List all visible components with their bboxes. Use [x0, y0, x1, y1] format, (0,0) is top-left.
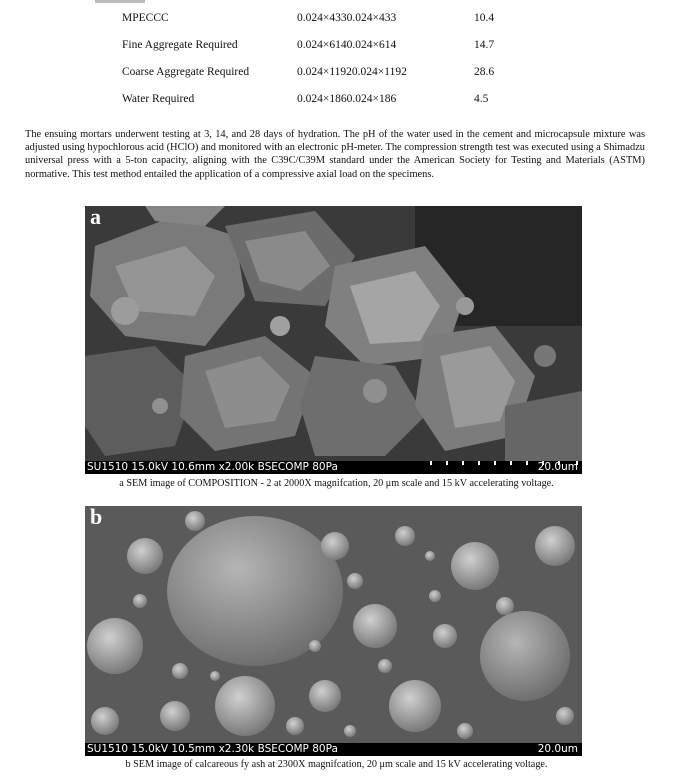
row-label: Coarse Aggregate Required: [122, 66, 250, 78]
row-calculation: 0.024×1860.024×186: [297, 93, 397, 105]
row-value: 4.5: [474, 93, 489, 105]
sem-image-a: [85, 206, 582, 461]
sem-info-bar-a: [85, 461, 582, 474]
row-calculation: 0.024×6140.024×614: [297, 39, 397, 51]
figure-letter-a: a: [90, 206, 101, 229]
figure-caption-b: b SEM image of calcareous fy ash at 2300X magnifcation, 20 μm scale and 15 kV accelerating voltage.: [125, 759, 548, 770]
table-row: [0, 12, 673, 32]
row-value: 28.6: [474, 66, 495, 78]
table-row: [0, 93, 673, 113]
row-label: Water Required: [122, 93, 195, 105]
sem-figure-a: [85, 206, 582, 474]
scale-label-a: 20.0um: [537, 461, 578, 473]
sem-info-bar-b: [85, 743, 582, 756]
figure-letter-b: b: [90, 506, 103, 529]
body-paragraph: The ensuing mortars underwent testing at 3, 14, and 28 days of hydration. The pH of the water used in the cement and microcapsule mixture was adjusted using hypochlorous acid (HClO) and monitored with an electronic pH-meter. The compression strength test was executed using a Shimadzu universal press with a 5-ton capacity, aligning with the C39C/C39M standard under the American Society for Testing and Materials (ASTM) normative. This test method entailed the application of a compressive axial load on the specimens.: [25, 129, 645, 180]
row-value: 14.7: [474, 39, 495, 51]
sem-parameters-b: SU1510 15.0kV 10.5mm x2.30k BSECOMP 80Pa: [87, 743, 338, 755]
row-label: Fine Aggregate Required: [122, 39, 238, 51]
sem-parameters-a: SU1510 15.0kV 10.6mm x2.00k BSECOMP 80Pa: [87, 461, 338, 473]
row-calculation: 0.024×11920.024×1192: [297, 66, 407, 78]
row-calculation: 0.024×4330.024×433: [297, 12, 397, 24]
table-row: [0, 66, 673, 86]
table-row: [0, 39, 673, 59]
scale-label-b: 20.0um: [537, 743, 578, 755]
figure-caption-a: a SEM image of COMPOSITION - 2 at 2000X magnifcation, 20 μm scale and 15 kV accelerating voltage.: [119, 478, 554, 489]
sem-figure-b: [85, 506, 582, 756]
row-value: 10.4: [474, 12, 495, 24]
sem-image-b: [85, 506, 582, 743]
top-edge-mark: [95, 0, 145, 3]
row-label: MPECCC: [122, 12, 169, 24]
